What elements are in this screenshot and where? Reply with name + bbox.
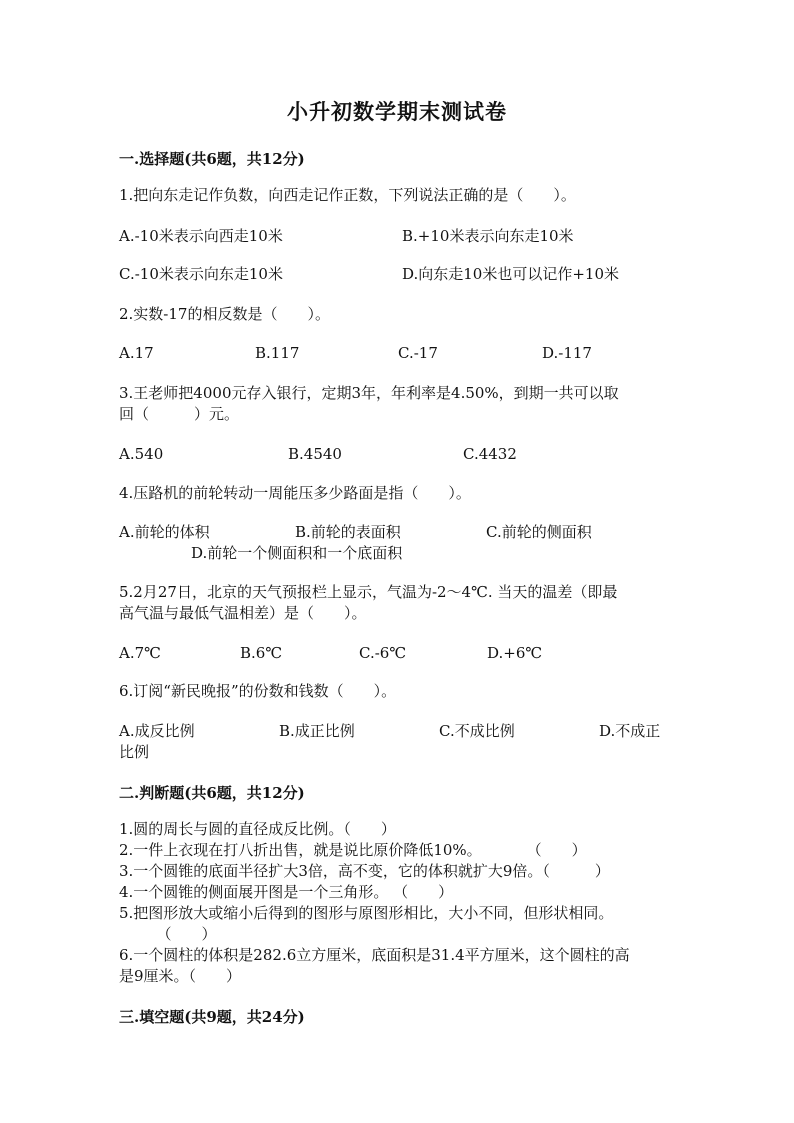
question-5-stem-line-2: 高气温与最低气温相差）是（ ）。 xyxy=(119,604,367,622)
judgement-item-5: 5.把图形放大或缩小后得到的图形与原图形相比，大小不同，但形状相同。 xyxy=(119,904,614,922)
question-4-stem: 4.压路机的前轮转动一周能压多少路面是指（ ）。 xyxy=(119,484,471,502)
question-4-option-c: C.前轮的侧面积 xyxy=(486,523,592,541)
question-4-option-d: D.前轮一个侧面积和一个底面积 xyxy=(191,544,403,562)
question-2-stem: 2.实数-17的相反数是（ ）。 xyxy=(119,305,330,323)
question-5-option-c: C.-6℃ xyxy=(359,644,407,662)
judgement-item-6: 6.一个圆柱的体积是282.6立方厘米，底面积是31.4平方厘米，这个圆柱的高 xyxy=(119,946,630,964)
question-1-option-b: B.+10米表示向东走10米 xyxy=(402,227,574,245)
judgement-item-6-continued: 是9厘米。（ ） xyxy=(119,967,242,985)
page-title: 小升初数学期末测试卷 xyxy=(287,99,507,124)
question-1-option-c: C.-10米表示向东走10米 xyxy=(119,265,283,283)
question-3-stem-line-2: 回（ ）元。 xyxy=(119,405,240,423)
question-6-option-a: A.成反比例 xyxy=(119,722,195,740)
question-6-option-d-continued: 比例 xyxy=(119,743,150,761)
question-6-option-c: C.不成比例 xyxy=(439,722,515,740)
question-5-stem-line-1: 5.2月27日，北京的天气预报栏上显示，气温为-2～4℃. 当天的温差（即最 xyxy=(119,583,618,601)
judgement-item-3: 3.一个圆锥的底面半径扩大3倍，高不变，它的体积就扩大9倍。（ ） xyxy=(119,862,610,880)
question-1-option-d: D.向东走10米也可以记作+10米 xyxy=(402,265,620,283)
question-3-option-a: A.540 xyxy=(119,445,164,463)
judgement-item-4: 4.一个圆锥的侧面展开图是一个三角形。 （ ） xyxy=(119,883,454,901)
section-heading-judgement: 二.判断题(共6题，共12分) xyxy=(119,784,305,802)
question-2-option-c: C.-17 xyxy=(398,344,438,362)
question-5-option-d: D.+6℃ xyxy=(487,644,543,662)
question-5-option-b: B.6℃ xyxy=(240,644,283,662)
question-5-option-a: A.7℃ xyxy=(119,644,161,662)
question-2-option-a: A.17 xyxy=(119,344,154,362)
question-2-option-b: B.117 xyxy=(255,344,300,362)
judgement-item-2: 2.一件上衣现在打八折出售，就是说比原价降低10%。 （ ） xyxy=(119,841,587,859)
question-1-stem: 1.把向东走记作负数，向西走记作正数，下列说法正确的是（ ）。 xyxy=(119,186,576,204)
judgement-item-5-blank: （ ） xyxy=(119,925,217,943)
section-heading-fill-in: 三.填空题(共9题，共24分) xyxy=(119,1008,305,1026)
question-3-stem-line-1: 3.王老师把4000元存入银行，定期3年，年利率是4.50%，到期一共可以取 xyxy=(119,384,619,402)
question-3-option-c: C.4432 xyxy=(463,445,517,463)
section-heading-choice: 一.选择题(共6题，共12分) xyxy=(119,150,305,168)
question-4-option-b: B.前轮的表面积 xyxy=(295,523,401,541)
question-6-option-b: B.成正比例 xyxy=(279,722,355,740)
question-6-stem: 6.订阅“新民晚报”的份数和钱数（ ）。 xyxy=(119,682,397,700)
judgement-item-1: 1.圆的周长与圆的直径成反比例。（ ） xyxy=(119,820,396,838)
question-6-option-d: D.不成正 xyxy=(599,722,661,740)
question-1-option-a: A.-10米表示向西走10米 xyxy=(119,227,283,245)
question-3-option-b: B.4540 xyxy=(288,445,342,463)
question-2-option-d: D.-117 xyxy=(542,344,592,362)
question-4-option-a: A.前轮的体积 xyxy=(119,523,210,541)
